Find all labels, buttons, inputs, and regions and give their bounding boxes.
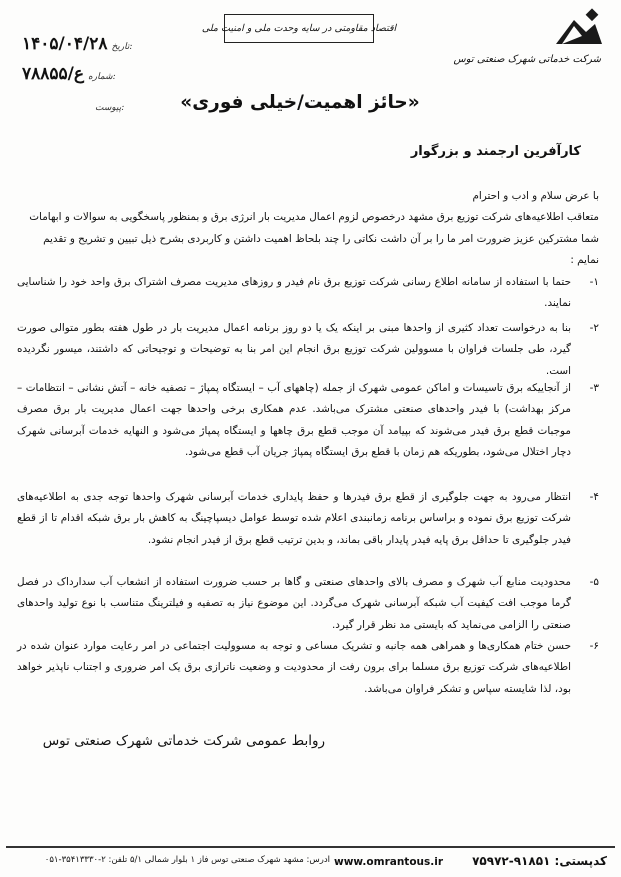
item-number: ۶- [589, 640, 599, 652]
logo-emblem-icon [478, 6, 603, 54]
list-item [17, 636, 599, 700]
item-number: ۴- [589, 491, 599, 503]
date-row [22, 34, 132, 54]
date-value: ۱۴۰۵/۰۴/۲۸ [22, 34, 108, 54]
list-item [17, 572, 599, 636]
company-logo [453, 6, 603, 74]
salutation: با عرض سلام و ادب و احترام [472, 190, 599, 202]
list-item [17, 318, 599, 382]
item-text: انتظار می‌رود به جهت جلوگیری از قطع برق فیدرها و حفظ پایداری خدمات آبرسانی شهرک واحدها توجه جدی به اطلاعیه‌های شرکت توزیع برق نموده و براساس برنامه زمانبندی اعلام شده توسط عوامل دیسپاچینگ به کاهش بار برق شبکه اقدام تا از قطع فیدر جلوگیری تا حداقل برق پایه فیدر پایدار باقی بماند، و بدین ترتیب قطع برق از فیدر انجام نشود. [17, 491, 571, 546]
footer [6, 851, 615, 873]
attachment-label: پیوست: [95, 103, 125, 113]
item-text: حتما با استفاده از سامانه اطلاع رسانی شرکت توزیع برق نام فیدر و روزهای مدیریت مصرف اشتراک برق واحد خود را شناسایی نمایند. [17, 276, 571, 310]
item-text: حسن ختام همکاری‌ها و همراهی همه جانبه و تشریک مساعی و توجه به مسوولیت اجتماعی در امر رعایت موارد عنوان شده در اطلاعیه‌های شرکت توزیع برق مسلما برای برون رفت از محدودیت و وضعیت ناترازی برق یک امر ضروری و اجتناب ناپذیر خواهد بود، لذا شایسته سپاس و تشکر فراوان می‌باشد. [17, 640, 571, 695]
item-number: ۳- [589, 382, 599, 394]
company-name: شرکت خدماتی شهرک صنعتی توس [453, 54, 601, 65]
number-row [22, 64, 116, 84]
address: آدرس: مشهد شهرک صنعتی توس فاز ۱ بلوار شمالی ۵/۱ تلفن: ۲-۳۵۴۱۳۳۳۰-۰۵۱ [44, 855, 330, 865]
slogan-box: اقتصاد مقاومتی در سایه وحدت ملی و امنیت ملی [224, 14, 374, 43]
attachment-row [95, 103, 124, 113]
list-item [17, 378, 599, 463]
intro [27, 186, 599, 271]
signature: روابط عمومی شرکت خدماتی شهرک صنعتی توس [42, 733, 325, 749]
number-label: شماره: [88, 72, 116, 82]
item-number: ۲- [589, 322, 599, 334]
greeting: کارآفرین ارجمند و بزرگوار [410, 144, 581, 159]
item-text: بنا به درخواست تعداد کثیری از واحدها مبنی بر اینکه یک یا دو روز برنامه اعمال مدیریت بار در طول هفته بطور متوالی صورت گیرد، طی جلسات فراوان با مسوولین شرکت توزیع برق انجام این امر بنا به توضیحات و توجیحاتی که داشتند، میسور نگردیده است. [17, 322, 571, 377]
item-text: محدودیت منابع آب شهرک و مصرف بالای واحدهای صنعتی و گاها بر حسب ضرورت استفاده از انشعاب آب سدارداک در فصل گرما موجب افت کیفیت آب شبکه آبرسانی شهرک می‌گردد. این موضوع نیاز به تصفیه و فیلترینگ متناسب با نوع تولید واحدهای صنعتی را الزامی می‌نماید که بایستی مد نظر قرار گیرد. [17, 576, 571, 631]
date-label: تاریخ: [111, 42, 133, 52]
item-number: ۱- [589, 276, 599, 288]
footer-divider [6, 846, 615, 848]
intro-paragraph: متعاقب اطلاعیه‌های شرکت توزیع برق مشهد درخصوص لزوم اعمال مدیریت بار انرژی برق و بمنظور پاسخگویی به سوالات و ابهامات شما مشترکین عزیز ضرورت امر ما را بر آن داشت نکاتی را چند بلحاظ اهمیت داشتن و کاربردی بشرح ذیل تبیین و تشریح و تقدیم نمایم : [29, 211, 599, 266]
list-item [17, 272, 599, 315]
postal-code: کدپستی: ۹۱۸۵۱-۷۵۹۷۲ [472, 854, 607, 868]
item-text: از آنجاییکه برق تاسیسات و اماکن عمومی شهرک از جمله (چاههای آب – ایستگاه پمپاژ – تصفیه خانه – آتش نشانی – انتظامات – مرکز بهداشت) با فیدر واحدهای صنعتی مشترک می‌باشد. عدم همکاری برخی واحدها جهت اعمال مدیریت بار برق مصرف موجبات قطع برق فیدر می‌شوند که بپیامد آن موجب قطع برق چاهها و ایستگاه پمپاژ می‌شود و النهایه خدمات آبرسانی شهرک دچار اختلال می‌شود، بطوریکه هم زمان با قطع برق ایستگاه پمپاژ جریان آب قطع می‌شود. [17, 382, 571, 458]
number-value: ۷۸۸۵۵/ع [22, 64, 85, 84]
item-number: ۵- [589, 576, 599, 588]
list-item [17, 487, 599, 551]
website-link[interactable]: www.omrantous.ir [334, 856, 444, 868]
page-title: «حائز اهمیت/خیلی فوری» [180, 92, 420, 113]
